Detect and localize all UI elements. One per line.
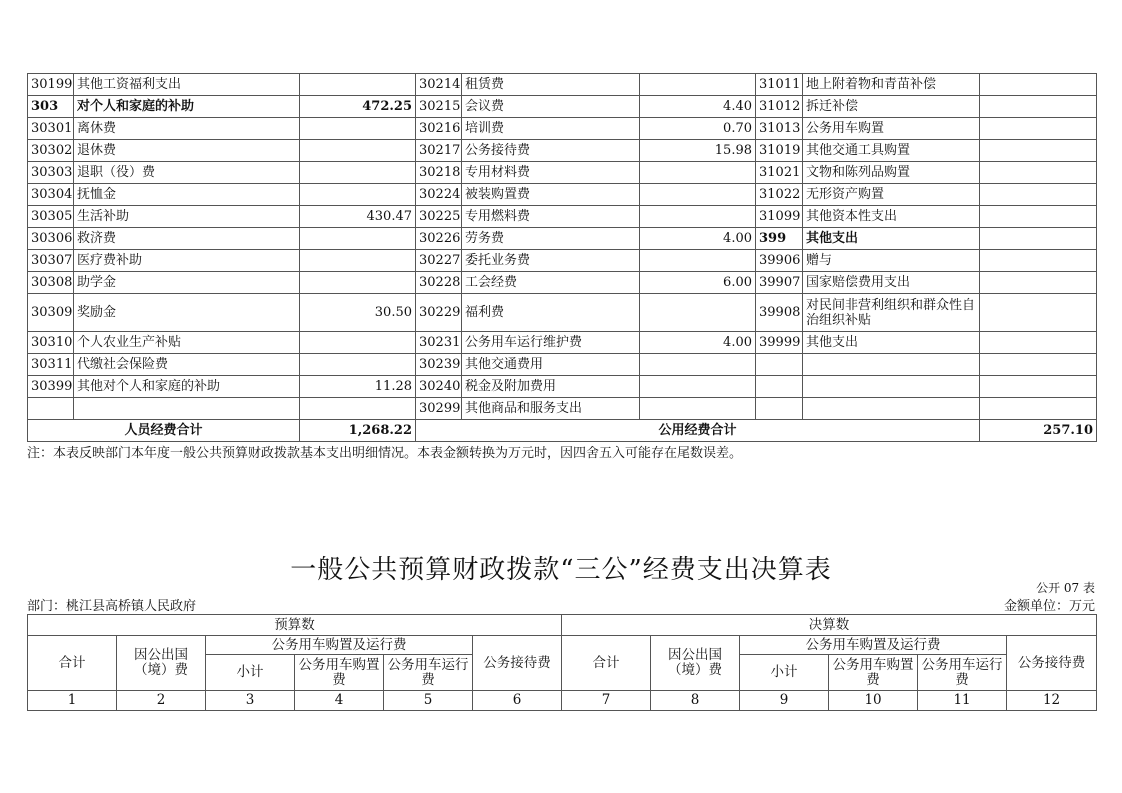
amount [980,294,1097,332]
econ-code: 30299 [416,398,462,420]
econ-code: 39908 [756,294,803,332]
amount: 4.00 [640,332,756,354]
econ-item: 对民间非营利组织和群众性自治组织补贴 [803,294,980,332]
public-total-value: 257.10 [980,420,1097,442]
econ-code: 30305 [28,206,74,228]
amount [980,272,1097,294]
econ-item: 退职（役）费 [74,162,300,184]
econ-code: 30399 [28,376,74,398]
econ-code: 39999 [756,332,803,354]
final-vehicle-operation-header: 公务用车运行费 [918,655,1007,691]
column-number: 4 [295,691,384,711]
personnel-total-value: 1,268.22 [300,420,416,442]
final-vehicle-purchase-header: 公务用车购置费 [829,655,918,691]
amount [640,206,756,228]
budget-vehicle-purchase-header: 公务用车购置费 [295,655,384,691]
econ-code: 30240 [416,376,462,398]
econ-code: 31012 [756,96,803,118]
amount [300,184,416,206]
econ-item: 救济费 [74,228,300,250]
amount [980,354,1097,376]
header-row-2 [28,636,1097,655]
amount [980,96,1097,118]
department-label: 部门：桃江县高桥镇人民政府 [27,599,197,614]
amount: 6.00 [640,272,756,294]
econ-item: 赠与 [803,250,980,272]
econ-code: 30306 [28,228,74,250]
basic-expenditure-detail-table [27,73,1097,442]
column-number: 5 [384,691,473,711]
table-row [28,228,1097,250]
econ-item: 无形资产购置 [803,184,980,206]
column-number-row [28,691,1097,711]
econ-item: 助学金 [74,272,300,294]
econ-code [756,398,803,420]
amount [980,118,1097,140]
econ-item: 被装购置费 [462,184,640,206]
econ-item: 退休费 [74,140,300,162]
column-number: 3 [206,691,295,711]
econ-item: 公务用车购置 [803,118,980,140]
econ-code: 399 [756,228,803,250]
budget-reception-header: 公务接待费 [473,636,562,691]
econ-item: 对个人和家庭的补助 [74,96,300,118]
budget-subtotal-header: 小计 [206,655,295,691]
page-title: 一般公共预算财政拨款“三公”经费支出决算表 [290,555,832,585]
column-number: 11 [918,691,1007,711]
final-subtotal-header: 小计 [740,655,829,691]
amount [640,294,756,332]
econ-item: 代缴社会保险费 [74,354,300,376]
amount [640,162,756,184]
econ-code: 303 [28,96,74,118]
amount: 4.00 [640,228,756,250]
form-number: 公开 07 表 [1036,581,1095,595]
econ-item: 专用材料费 [462,162,640,184]
econ-item: 其他交通工具购置 [803,140,980,162]
table-row [28,206,1097,228]
econ-code: 30224 [416,184,462,206]
econ-code: 30216 [416,118,462,140]
econ-code: 30199 [28,74,74,96]
econ-code: 30226 [416,228,462,250]
econ-item: 其他商品和服务支出 [462,398,640,420]
table-row [28,250,1097,272]
econ-code [28,398,74,420]
econ-item: 其他资本性支出 [803,206,980,228]
table-row [28,354,1097,376]
econ-item: 税金及附加费用 [462,376,640,398]
econ-item: 其他工资福利支出 [74,74,300,96]
public-total-label: 公用经费合计 [416,420,980,442]
amount [300,140,416,162]
amount-unit-label: 金额单位：万元 [1003,599,1095,614]
amount [300,228,416,250]
econ-item: 拆迁补偿 [803,96,980,118]
amount [640,376,756,398]
final-total-header: 合计 [562,636,651,691]
amount [300,118,416,140]
econ-code: 31019 [756,140,803,162]
budget-vehicle-group-header: 公务用车购置及运行费 [206,636,473,655]
econ-item [74,398,300,420]
econ-code: 30239 [416,354,462,376]
econ-code: 31022 [756,184,803,206]
econ-item: 个人农业生产补贴 [74,332,300,354]
table-row [28,376,1097,398]
budget-header: 预算数 [28,615,562,636]
econ-item: 专用燃料费 [462,206,640,228]
amount [980,228,1097,250]
econ-code: 39906 [756,250,803,272]
econ-item: 其他交通费用 [462,354,640,376]
amount [300,332,416,354]
econ-code: 31021 [756,162,803,184]
table-row [28,272,1097,294]
econ-code: 30303 [28,162,74,184]
econ-item: 委托业务费 [462,250,640,272]
econ-item: 其他支出 [803,332,980,354]
econ-item: 离休费 [74,118,300,140]
econ-code: 31011 [756,74,803,96]
personnel-total-label: 人员经费合计 [28,420,300,442]
econ-item: 生活补助 [74,206,300,228]
table-row [28,294,1097,332]
table-row [28,162,1097,184]
amount: 472.25 [300,96,416,118]
econ-item: 地上附着物和青苗补偿 [803,74,980,96]
amount [980,206,1097,228]
amount [980,74,1097,96]
econ-item: 劳务费 [462,228,640,250]
table-row [28,184,1097,206]
econ-code: 30304 [28,184,74,206]
amount [640,74,756,96]
amount [300,272,416,294]
table-row [28,118,1097,140]
column-number: 1 [28,691,117,711]
econ-item [803,398,980,420]
amount [980,162,1097,184]
column-number: 8 [651,691,740,711]
econ-code [756,376,803,398]
amount: 4.40 [640,96,756,118]
econ-code: 30310 [28,332,74,354]
amount [300,398,416,420]
econ-code: 30229 [416,294,462,332]
table-row [28,140,1097,162]
econ-item: 租赁费 [462,74,640,96]
amount [640,354,756,376]
econ-code: 31013 [756,118,803,140]
econ-code: 30231 [416,332,462,354]
econ-code [756,354,803,376]
table-row [28,398,1097,420]
column-number: 9 [740,691,829,711]
econ-item: 奖励金 [74,294,300,332]
econ-item: 公务接待费 [462,140,640,162]
amount: 430.47 [300,206,416,228]
amount [980,376,1097,398]
amount [980,140,1097,162]
amount [980,398,1097,420]
amount [300,354,416,376]
budget-total-header: 合计 [28,636,117,691]
amount [980,332,1097,354]
amount [640,398,756,420]
amount [300,250,416,272]
final-vehicle-group-header: 公务用车购置及运行费 [740,636,1007,655]
totals-row [28,420,1097,442]
econ-code: 30225 [416,206,462,228]
header-row-1 [28,615,1097,636]
three-public-expenditure-table [27,614,1097,711]
econ-item: 福利费 [462,294,640,332]
amount [640,184,756,206]
econ-code: 30215 [416,96,462,118]
econ-code: 30311 [28,354,74,376]
econ-code: 30227 [416,250,462,272]
table-row [28,74,1097,96]
column-number: 12 [1007,691,1097,711]
econ-item [803,376,980,398]
econ-code: 30214 [416,74,462,96]
budget-vehicle-operation-header: 公务用车运行费 [384,655,473,691]
econ-item: 会议费 [462,96,640,118]
amount: 0.70 [640,118,756,140]
econ-code: 30308 [28,272,74,294]
amount: 30.50 [300,294,416,332]
amount [300,74,416,96]
econ-item: 文物和陈列品购置 [803,162,980,184]
econ-code: 30307 [28,250,74,272]
table-note: 注：本表反映部门本年度一般公共预算财政拨款基本支出明细情况。本表金额转换为万元时，因四舍五入可能存在尾数误差。 [27,446,743,461]
econ-item [803,354,980,376]
econ-item: 国家赔偿费用支出 [803,272,980,294]
econ-code: 30309 [28,294,74,332]
econ-item: 公务用车运行维护费 [462,332,640,354]
detail-table-body [28,74,1097,442]
column-number: 6 [473,691,562,711]
econ-item: 工会经费 [462,272,640,294]
econ-item: 抚恤金 [74,184,300,206]
econ-code: 39907 [756,272,803,294]
econ-code: 30301 [28,118,74,140]
budget-abroad-header: 因公出国（境）费 [117,636,206,691]
econ-code: 30302 [28,140,74,162]
column-number: 7 [562,691,651,711]
table-row [28,96,1097,118]
econ-item: 医疗费补助 [74,250,300,272]
table-row [28,332,1097,354]
column-number: 2 [117,691,206,711]
econ-code: 30228 [416,272,462,294]
amount [980,184,1097,206]
final-reception-header: 公务接待费 [1007,636,1097,691]
amount [640,250,756,272]
amount: 15.98 [640,140,756,162]
econ-code: 30218 [416,162,462,184]
econ-code: 31099 [756,206,803,228]
amount: 11.28 [300,376,416,398]
econ-code: 30217 [416,140,462,162]
final-abroad-header: 因公出国（境）费 [651,636,740,691]
econ-item: 培训费 [462,118,640,140]
amount [300,162,416,184]
econ-item: 其他对个人和家庭的补助 [74,376,300,398]
econ-item: 其他支出 [803,228,980,250]
amount [980,250,1097,272]
column-number: 10 [829,691,918,711]
final-header: 决算数 [562,615,1097,636]
